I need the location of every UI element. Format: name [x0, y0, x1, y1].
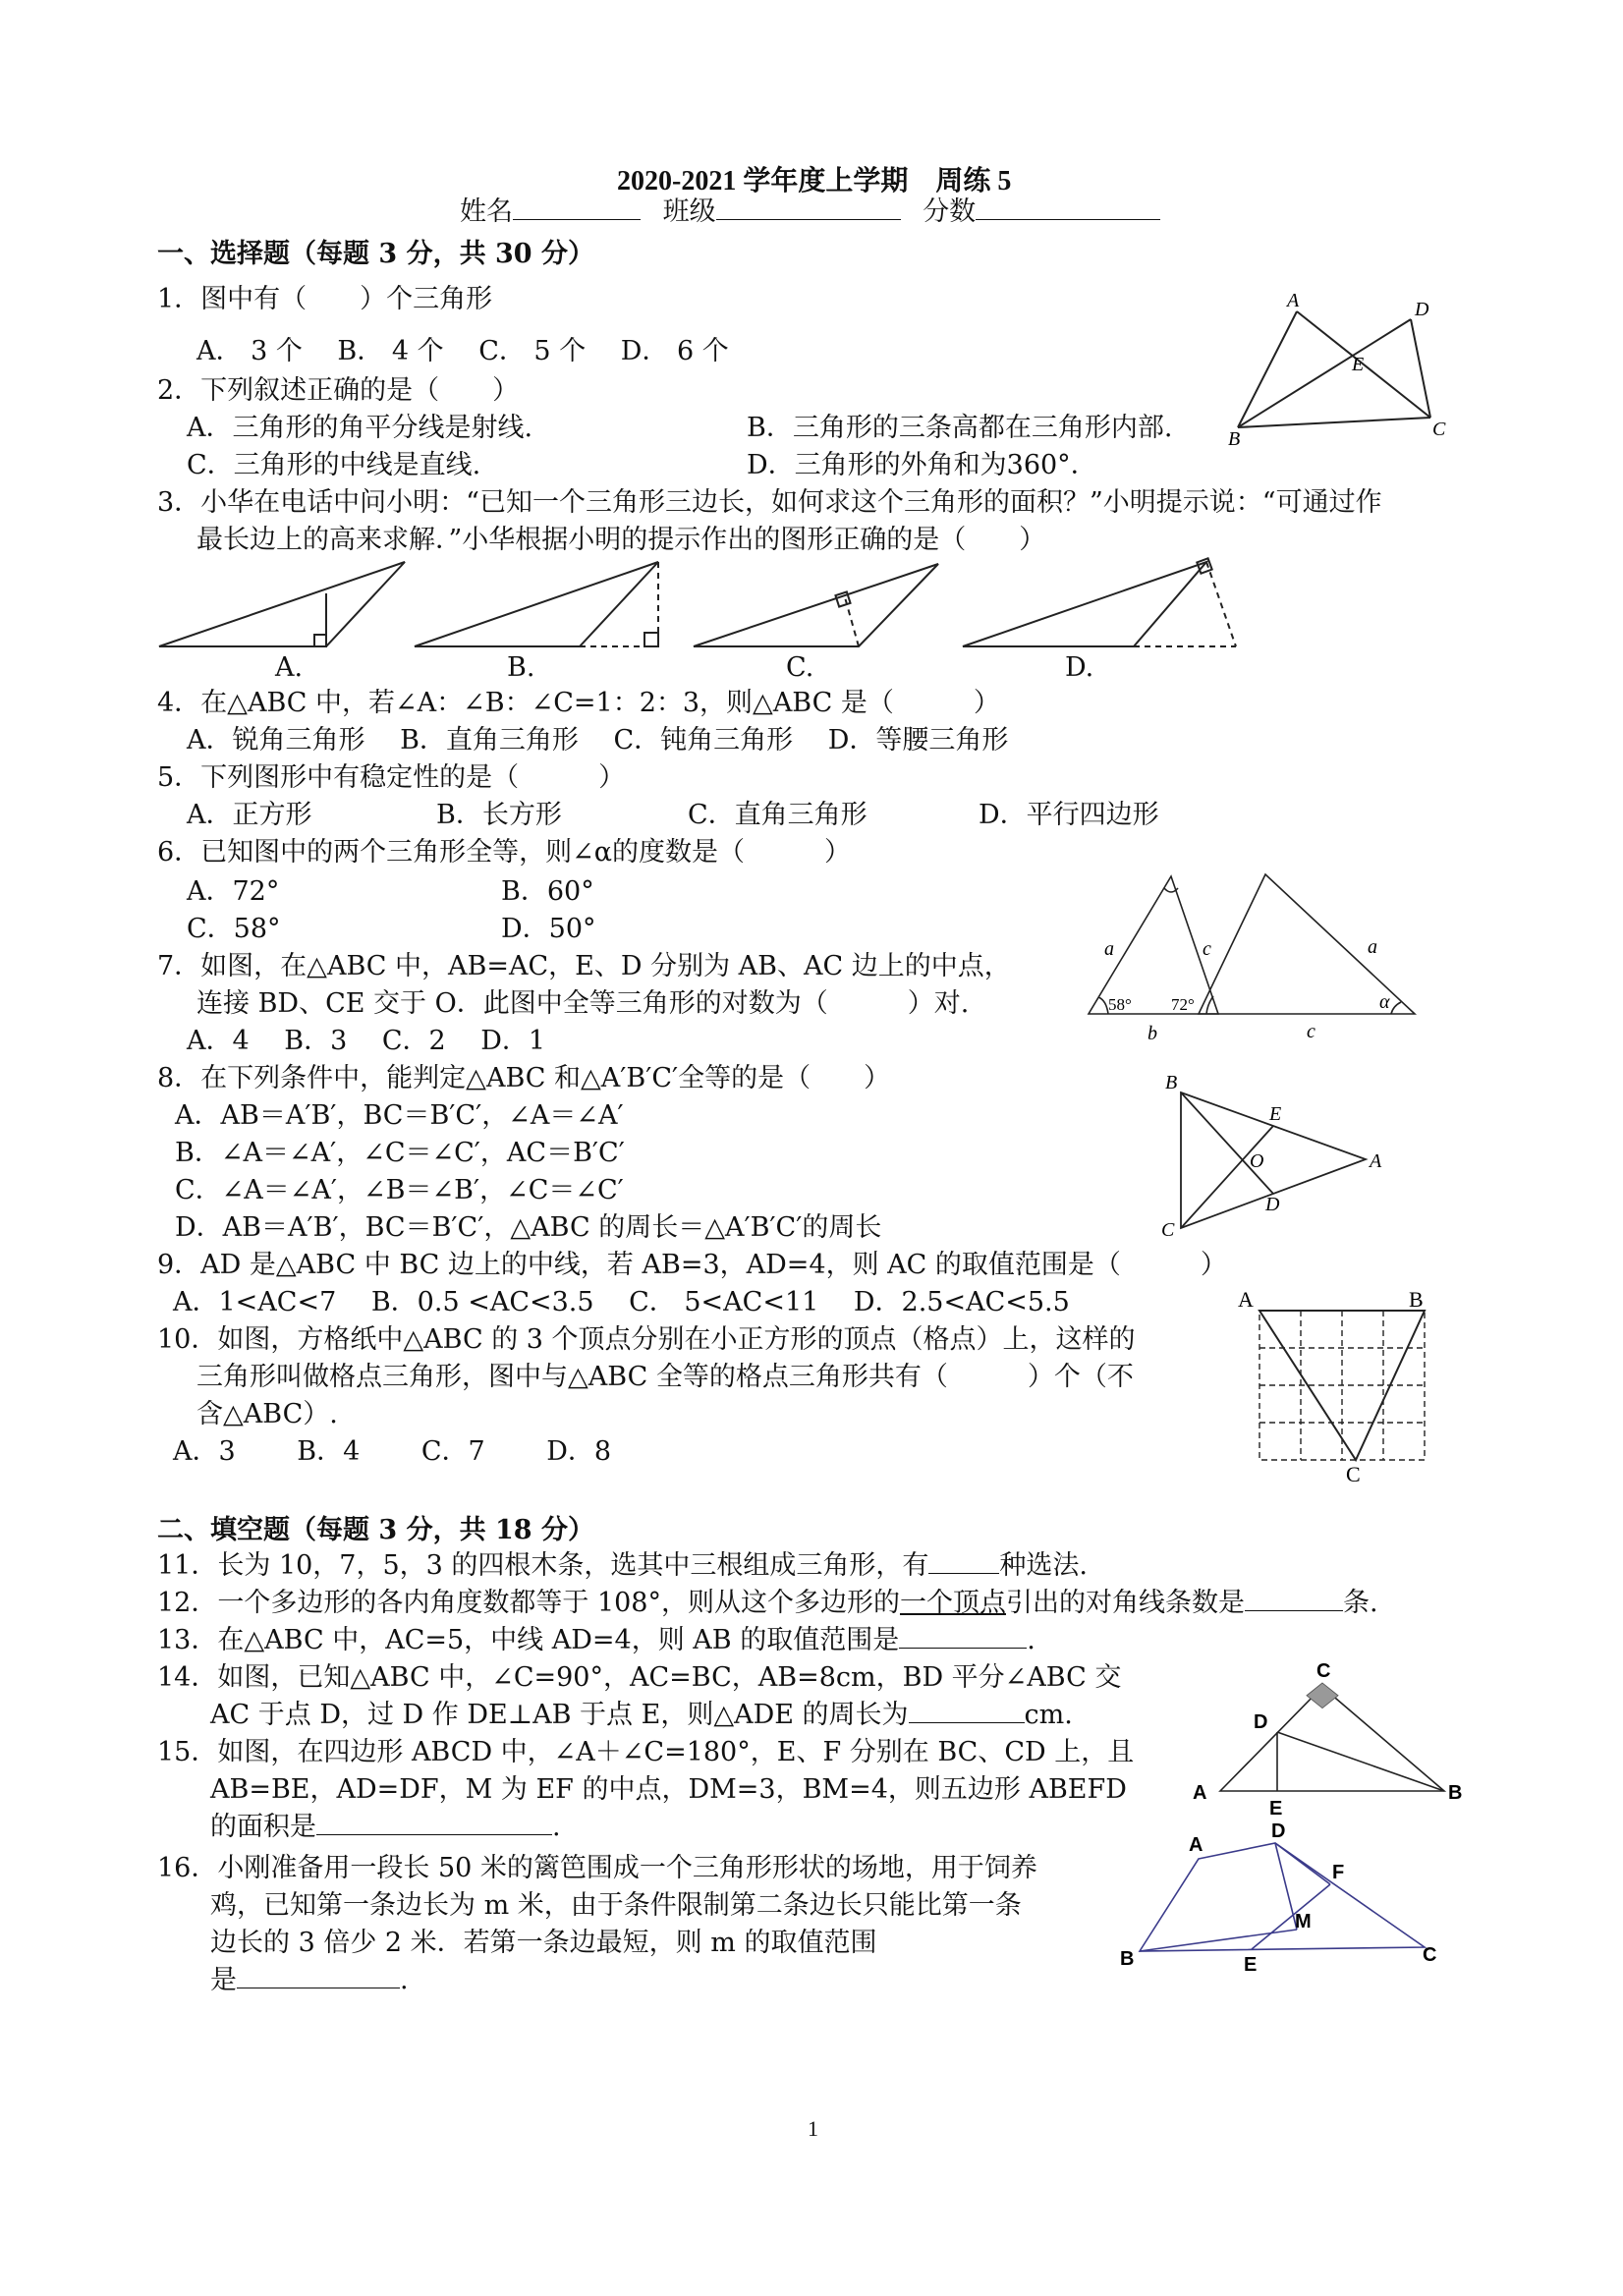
q7-label-e: E	[1269, 1103, 1282, 1125]
section-heading-choice: 一、选择题（每题 3 分，共 30 分）	[157, 239, 594, 269]
q6-option-c: C．58°	[187, 914, 281, 944]
q3-line1: 3．小华在电话中问小明：“已知一个三角形三边长，如何求这个三角形的面积？”小明提示说：“可通过作	[157, 487, 1382, 518]
q9-options: A．1<AC<7 B．0.5 <AC<3.5 C． 5<AC<11 D．2.5<AC<5.5	[173, 1287, 1070, 1317]
q1-label-e: E	[1352, 354, 1365, 375]
q12-underlined-phrase: 一个顶点	[899, 1588, 1006, 1618]
q16-answer-blank[interactable]	[237, 1964, 400, 1988]
q1-label-c: C	[1432, 419, 1446, 440]
q3-fig-a-triangle	[159, 562, 405, 646]
q12-answer-blank[interactable]	[1245, 1587, 1343, 1611]
class-label: 班级	[662, 196, 716, 227]
q16-line4: 是 .	[210, 1965, 409, 1995]
page-title: 2020-2021 学年度上学期 周练 5	[617, 166, 1012, 196]
q15-label-m: M	[1295, 1911, 1312, 1932]
q7-label-o: O	[1250, 1150, 1264, 1172]
q7-line1: 7．如图，在△ABC 中，AB=AC，E、D 分别为 AB、AC 边上的中点，	[157, 951, 1011, 981]
q2-option-c: C．三角形的中线是直线.	[187, 450, 481, 480]
q7-label-d: D	[1265, 1194, 1280, 1215]
q2-option-b: B．三角形的三条高都在三角形内部.	[747, 413, 1173, 443]
q1-label-b: B	[1228, 428, 1241, 450]
q5-option-b: B．长方形	[436, 800, 562, 830]
q10-line3: 含△ABC）.	[196, 1399, 338, 1429]
q11: 11．长为 10，7，5，3 的四根木条，选其中三根组成三角形，有 种选法.	[157, 1550, 1089, 1581]
q10-label-c: C	[1346, 1462, 1361, 1486]
q6-label-a-left: a	[1104, 938, 1114, 960]
name-blank[interactable]	[513, 196, 641, 220]
q8-stem: 8．在下列条件中，能判定△ABC 和△A′B′C′全等的是（ ）	[157, 1063, 891, 1093]
q14-answer-blank[interactable]	[909, 1699, 1025, 1723]
name-label: 姓名	[460, 196, 513, 227]
q14-label-b: B	[1448, 1782, 1463, 1804]
q8-option-b: B．∠A＝∠A′，∠C＝∠C′，AC＝B′C′	[175, 1138, 625, 1168]
q15-label-a: A	[1189, 1834, 1203, 1856]
q15-label-f: F	[1332, 1862, 1345, 1883]
q6-angle-58: 58°	[1108, 995, 1132, 1014]
q14-label-e: E	[1269, 1798, 1283, 1820]
q15-label-c: C	[1423, 1944, 1437, 1966]
q15-figure	[1120, 1820, 1444, 1996]
q7-label-c: C	[1161, 1219, 1175, 1241]
q10-figure	[1236, 1287, 1432, 1484]
q6-figure	[1071, 865, 1425, 1044]
q10-line1: 10．如图，方格纸中△ABC 的 3 个顶点分别在小正方形的顶点（格点）上，这样的	[157, 1324, 1136, 1355]
q8-option-c: C．∠A＝∠A′，∠B＝∠B′，∠C＝∠C′	[175, 1175, 624, 1205]
q5-option-c: C．直角三角形	[688, 800, 867, 830]
q14-line2: AC 于点 D，过 D 作 DE⊥AB 于点 E，则△ADE 的周长为 cm.	[210, 1700, 1073, 1730]
q11-answer-blank[interactable]	[928, 1549, 999, 1574]
q7-options: A．4 B．3 C．2 D．1	[187, 1026, 546, 1056]
score-label: 分数	[923, 196, 977, 227]
q15-answer-blank[interactable]	[316, 1811, 552, 1835]
q4-stem: 4．在△ABC 中，若∠A：∠B：∠C=1：2：3，则△ABC 是（ ）	[157, 688, 1000, 718]
q3-fig-c-label: C.	[786, 652, 814, 683]
q6-label-b: b	[1147, 1023, 1157, 1044]
q13: 13．在△ABC 中，AC=5，中线 AD=4，则 AB 的取值范围是 .	[157, 1625, 1035, 1655]
q1-options: A． 3 个 B． 4 个 C． 5 个 D． 6 个	[196, 336, 729, 366]
q6-angle-72: 72°	[1171, 995, 1195, 1014]
q6-label-c-right: c	[1307, 1021, 1315, 1042]
q3-fig-d-right-angle	[1197, 558, 1211, 573]
q7-label-b: B	[1165, 1072, 1178, 1093]
q7-line2: 连接 BD、CE 交于 O．此图中全等三角形的对数为（ ）对.	[196, 988, 970, 1019]
q3-fig-a-right-angle	[314, 635, 326, 646]
q16-line3: 边长的 3 倍少 2 米．若第一条边最短，则 m 的取值范围	[210, 1928, 877, 1958]
q3-fig-d-triangle	[963, 562, 1206, 646]
q15-line2: AB=BE，AD=DF，M 为 EF 的中点，DM=3，BM=4，则五边形 ABEFD	[210, 1774, 1127, 1805]
q16-line2: 鸡，已知第一条边长为 m 米，由于条件限制第二条边长只能比第一条	[210, 1890, 1022, 1921]
q6-label-a-right: a	[1368, 936, 1377, 958]
q7-label-a: A	[1370, 1150, 1382, 1172]
q3-fig-b-label: B.	[507, 652, 535, 683]
q15-label-d: D	[1271, 1820, 1286, 1842]
q3-fig-c-right-angle	[835, 591, 850, 606]
q6-label-alpha: α	[1379, 991, 1390, 1013]
q15-label-e: E	[1244, 1954, 1258, 1976]
q10-label-a: A	[1238, 1287, 1254, 1312]
q10-label-b: B	[1409, 1287, 1424, 1312]
q2-option-a: A．三角形的角平分线是射线.	[187, 413, 533, 443]
q5-option-a: A．正方形	[187, 800, 312, 830]
class-blank[interactable]	[716, 196, 901, 220]
q10-options: A．3 B．4 C．7 D．8	[173, 1436, 612, 1467]
q6-stem: 6．已知图中的两个三角形全等，则∠α的度数是（ ）	[157, 837, 852, 868]
q12: 12．一个多边形的各内角度数都等于 108°，则从这个多边形的一个顶点引出的对角线条数是 条.	[157, 1588, 1378, 1618]
q3-line2: 最长边上的高来求解．”小华根据小明的提示作出的图形正确的是（ ）	[196, 525, 1046, 555]
q1-label-d: D	[1415, 299, 1429, 320]
q14-right-angle-mark	[1307, 1683, 1338, 1708]
q1-stem: 1．图中有（ ）个三角形	[157, 284, 493, 314]
q15-line3: 的面积是 .	[210, 1812, 561, 1842]
q7-figure	[1159, 1071, 1395, 1241]
q9-stem: 9．AD 是△ABC 中 BC 边上的中线，若 AB=3，AD=4，则 AC 的取值范围是（ ）	[157, 1250, 1227, 1280]
q4-options: A．锐角三角形 B．直角三角形 C．钝角三角形 D．等腰三角形	[187, 725, 1009, 756]
q6-option-b: B．60°	[501, 876, 594, 907]
q14-figure	[1179, 1655, 1464, 1820]
q15-label-b: B	[1120, 1948, 1135, 1970]
q6-option-d: D．50°	[501, 914, 596, 944]
q8-option-d: D．AB＝A′B′，BC＝B′C′，△ABC 的周长＝△A′B′C′的周长	[175, 1212, 882, 1243]
q13-answer-blank[interactable]	[899, 1624, 1027, 1649]
q3-fig-c-triangle	[694, 564, 938, 646]
q3-fig-d-height	[1206, 562, 1236, 646]
q2-stem: 2．下列叙述正确的是（ ）	[157, 375, 520, 406]
q6-label-c-left: c	[1203, 938, 1211, 960]
q15-line1: 15．如图，在四边形 ABCD 中，∠A＋∠C=180°，E、F 分别在 BC、CD 上，且	[157, 1737, 1135, 1767]
student-info-line	[460, 195, 1160, 230]
q14-label-d: D	[1254, 1711, 1268, 1733]
q10-line2: 三角形叫做格点三角形，图中与△ABC 全等的格点三角形共有（ ）个（不	[196, 1362, 1134, 1392]
q3-fig-d-label: D.	[1065, 652, 1094, 683]
q5-option-d: D．平行四边形	[979, 800, 1159, 830]
q14-line1: 14．如图，已知△ABC 中，∠C=90°，AC=BC，AB=8cm，BD 平分∠ABC 交	[157, 1662, 1122, 1693]
section-heading-fill: 二、填空题（每题 3 分，共 18 分）	[157, 1515, 594, 1545]
q16-line1: 16．小刚准备用一段长 50 米的篱笆围成一个三角形形状的场地，用于饲养	[157, 1853, 1037, 1883]
q3-fig-b-triangle	[415, 562, 658, 646]
q1-label-a: A	[1287, 290, 1300, 311]
page-number: 1	[808, 2116, 818, 2141]
q1-figure	[1228, 290, 1464, 450]
score-blank[interactable]	[976, 196, 1160, 220]
q3-fig-a-label: A.	[275, 652, 304, 683]
q14-label-a: A	[1193, 1782, 1207, 1804]
q8-option-a: A．AB＝A′B′，BC＝B′C′，∠A＝∠A′	[175, 1100, 624, 1131]
q3-fig-b-right-angle	[644, 633, 658, 646]
q14-label-c: C	[1316, 1660, 1331, 1682]
q6-option-a: A．72°	[187, 876, 280, 907]
q2-option-d: D．三角形的外角和为360°．	[747, 450, 1097, 480]
q5-stem: 5．下列图形中有稳定性的是（ ）	[157, 762, 626, 793]
